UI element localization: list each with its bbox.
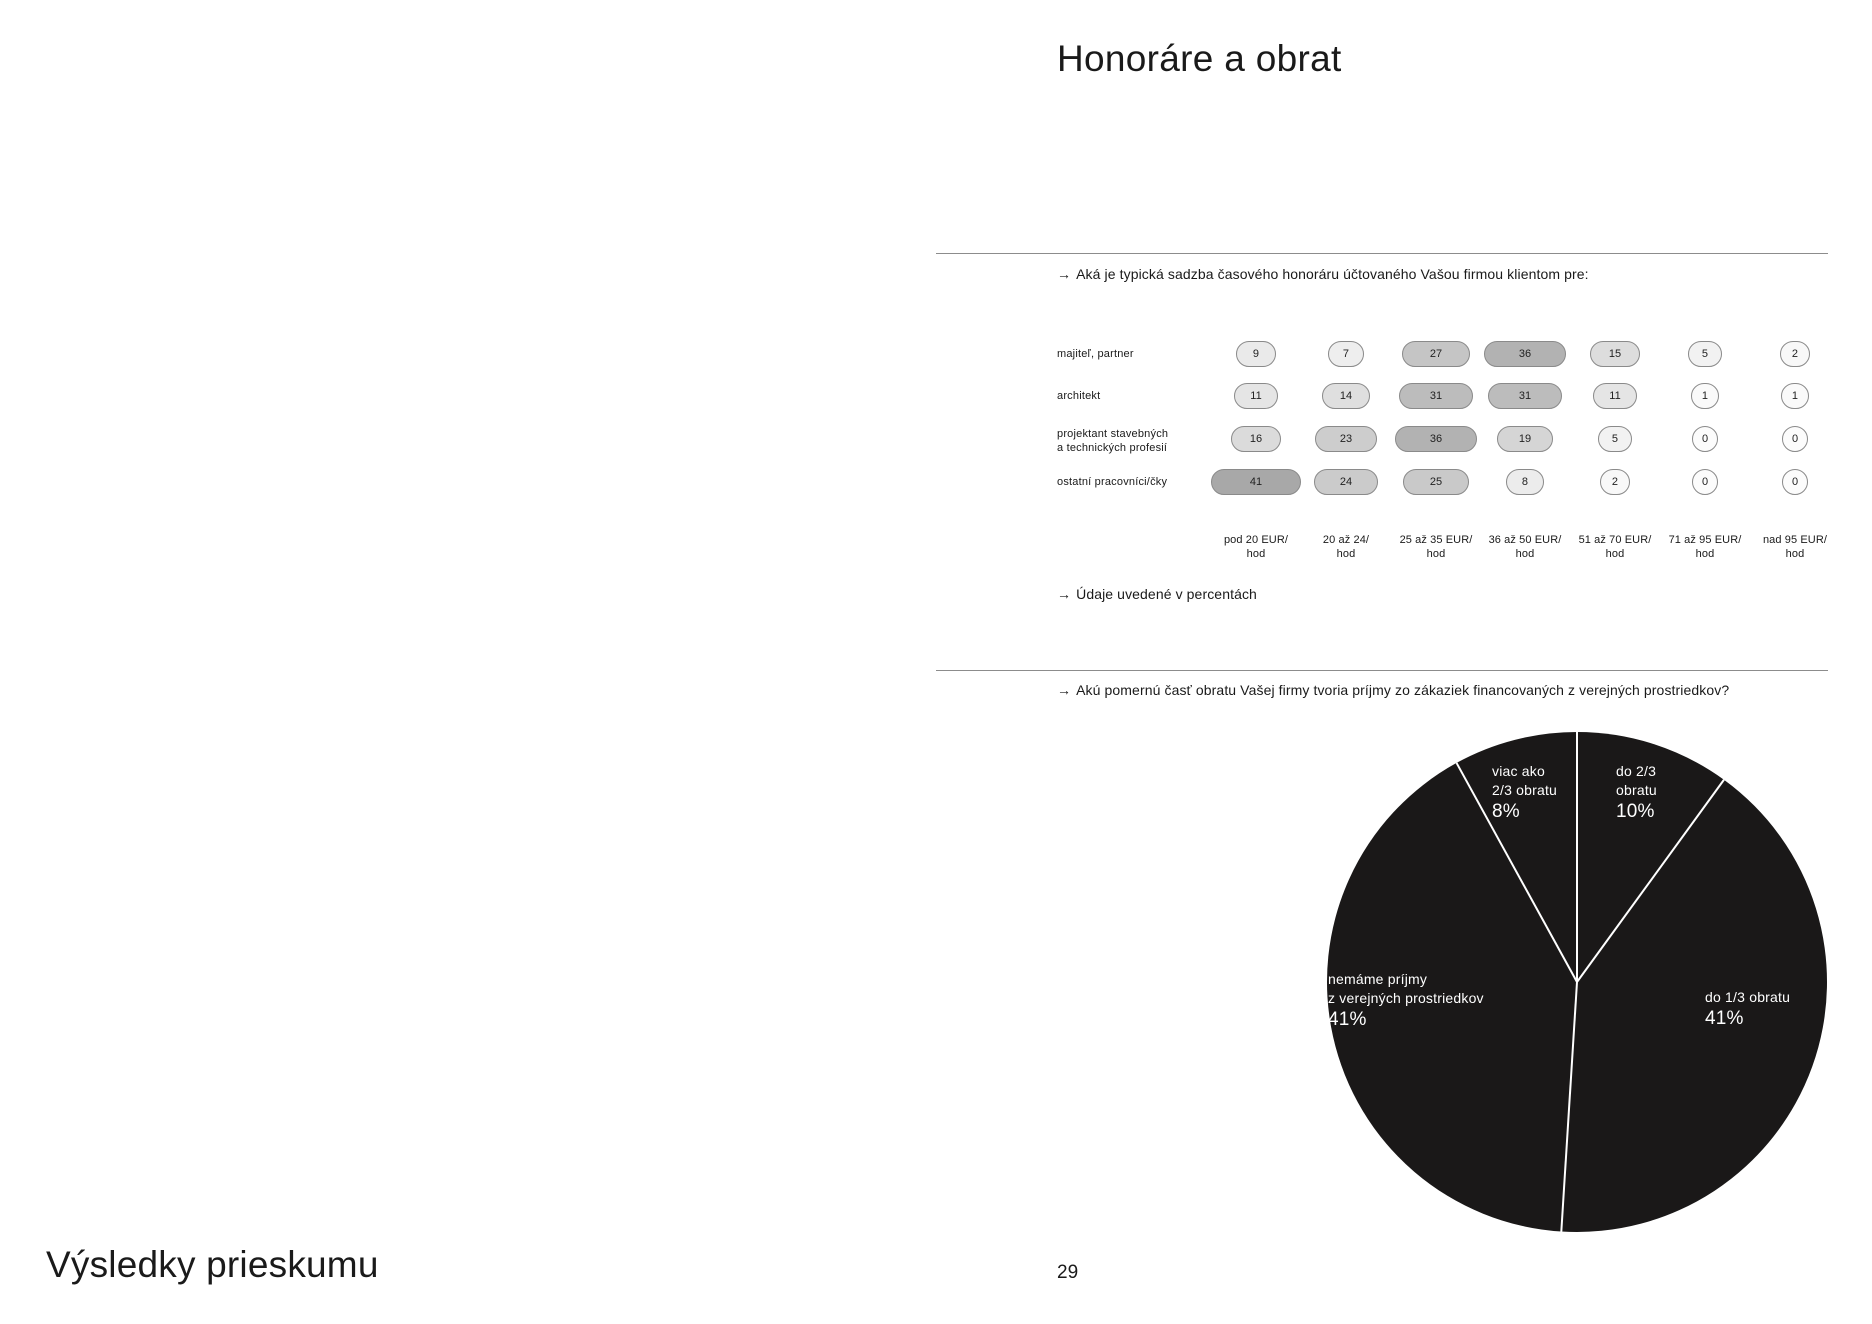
arrow-right-icon: → bbox=[1057, 586, 1072, 602]
value-pill: 2 bbox=[1780, 341, 1809, 367]
pie-slice-percent: 41% bbox=[1705, 1008, 1744, 1029]
column-label-line: hod bbox=[1246, 548, 1266, 560]
arrow-right-icon: → bbox=[1057, 682, 1072, 698]
pie-slice-label-line: obratu bbox=[1616, 782, 1657, 798]
column-label-line: hod bbox=[1515, 548, 1535, 560]
value-pill: 9 bbox=[1236, 341, 1276, 367]
column-label-line: 25 až 35 EUR/ bbox=[1399, 534, 1473, 546]
row-label-line: a technických profesií bbox=[1057, 442, 1168, 454]
value-pill: 1 bbox=[1691, 383, 1719, 409]
value-pill: 19 bbox=[1497, 426, 1553, 452]
column-label-line: 36 až 50 EUR/ bbox=[1488, 534, 1562, 546]
value-pill: 24 bbox=[1314, 469, 1377, 495]
column-label-line: 51 až 70 EUR/ bbox=[1578, 534, 1652, 546]
pie-slice-percent: 8% bbox=[1492, 801, 1520, 822]
note-percent-text: Údaje uvedené v percentách bbox=[1076, 586, 1257, 602]
value-pill: 23 bbox=[1315, 426, 1377, 452]
column-label-line: hod bbox=[1336, 548, 1356, 560]
pie-slice-percent: 41% bbox=[1328, 1009, 1367, 1030]
row-label-line: projektant stavebných bbox=[1057, 428, 1169, 440]
value-pill: 16 bbox=[1231, 426, 1282, 452]
pie-slice-label-line: viac ako bbox=[1492, 763, 1545, 779]
value-pill: 1 bbox=[1781, 383, 1809, 409]
value-pill: 41 bbox=[1211, 469, 1301, 495]
value-pill: 0 bbox=[1782, 469, 1808, 495]
column-label-line: pod 20 EUR/ bbox=[1223, 534, 1289, 546]
question-rates-text: Aká je typická sadzba časového honoráru účtovaného Vašou firmou klientom pre: bbox=[1076, 266, 1589, 282]
value-pill: 0 bbox=[1692, 469, 1718, 495]
pie-slice-label-line: 2/3 obratu bbox=[1492, 782, 1558, 798]
row-label-line: majiteľ, partner bbox=[1057, 348, 1134, 360]
value-pill: 31 bbox=[1488, 383, 1562, 409]
value-pill: 31 bbox=[1399, 383, 1473, 409]
column-label-line: nad 95 EUR/ bbox=[1762, 534, 1828, 546]
pie-slice-label bbox=[1616, 762, 1657, 824]
value-pill: 25 bbox=[1403, 469, 1468, 495]
pie-slice-label bbox=[1328, 970, 1484, 1032]
value-pill: 2 bbox=[1600, 469, 1629, 495]
value-pill: 8 bbox=[1506, 469, 1544, 495]
value-pill: 11 bbox=[1593, 383, 1636, 409]
pie-slice-label bbox=[1492, 762, 1557, 824]
value-pill: 5 bbox=[1688, 341, 1722, 367]
value-pill: 0 bbox=[1692, 426, 1718, 452]
pie-slice-label bbox=[1705, 988, 1790, 1031]
value-pill: 27 bbox=[1402, 341, 1470, 367]
value-pill: 14 bbox=[1322, 383, 1370, 409]
pie-slice-label-line: nemáme príjmy bbox=[1328, 971, 1428, 987]
value-pill: 15 bbox=[1590, 341, 1639, 367]
column-label-line: hod bbox=[1695, 548, 1715, 560]
column-label-line: 71 až 95 EUR/ bbox=[1668, 534, 1742, 546]
value-pill: 0 bbox=[1782, 426, 1808, 452]
value-pill: 36 bbox=[1484, 341, 1566, 367]
value-pill: 7 bbox=[1328, 341, 1365, 367]
column-label-line: hod bbox=[1605, 548, 1625, 560]
pie-slice-label-line: do 2/3 bbox=[1616, 763, 1657, 779]
column-label-line: 20 až 24/ bbox=[1322, 534, 1370, 546]
value-pill: 11 bbox=[1234, 383, 1277, 409]
page-number: 29 bbox=[1057, 1262, 1079, 1283]
value-pill: 36 bbox=[1395, 426, 1477, 452]
arrow-right-icon: → bbox=[1057, 266, 1072, 282]
section-title: Honoráre a obrat bbox=[1057, 38, 1342, 79]
question-turnover-text: Akú pomernú časť obratu Vašej firmy tvoria príjmy zo zákaziek financovaných z verejných prostriedkov? bbox=[1076, 682, 1730, 698]
pie-slice-label-line: z verejných prostriedkov bbox=[1328, 990, 1484, 1006]
row-label-line: ostatní pracovníci/čky bbox=[1057, 476, 1168, 488]
column-label-line: hod bbox=[1426, 548, 1446, 560]
pie-slice-percent: 10% bbox=[1616, 801, 1655, 822]
left-page-title: Výsledky prieskumu bbox=[46, 1244, 379, 1285]
row-label-line: architekt bbox=[1057, 390, 1101, 402]
pie-slice-label-line: do 1/3 obratu bbox=[1705, 989, 1791, 1005]
value-pill: 5 bbox=[1598, 426, 1632, 452]
column-label-line: hod bbox=[1785, 548, 1805, 560]
